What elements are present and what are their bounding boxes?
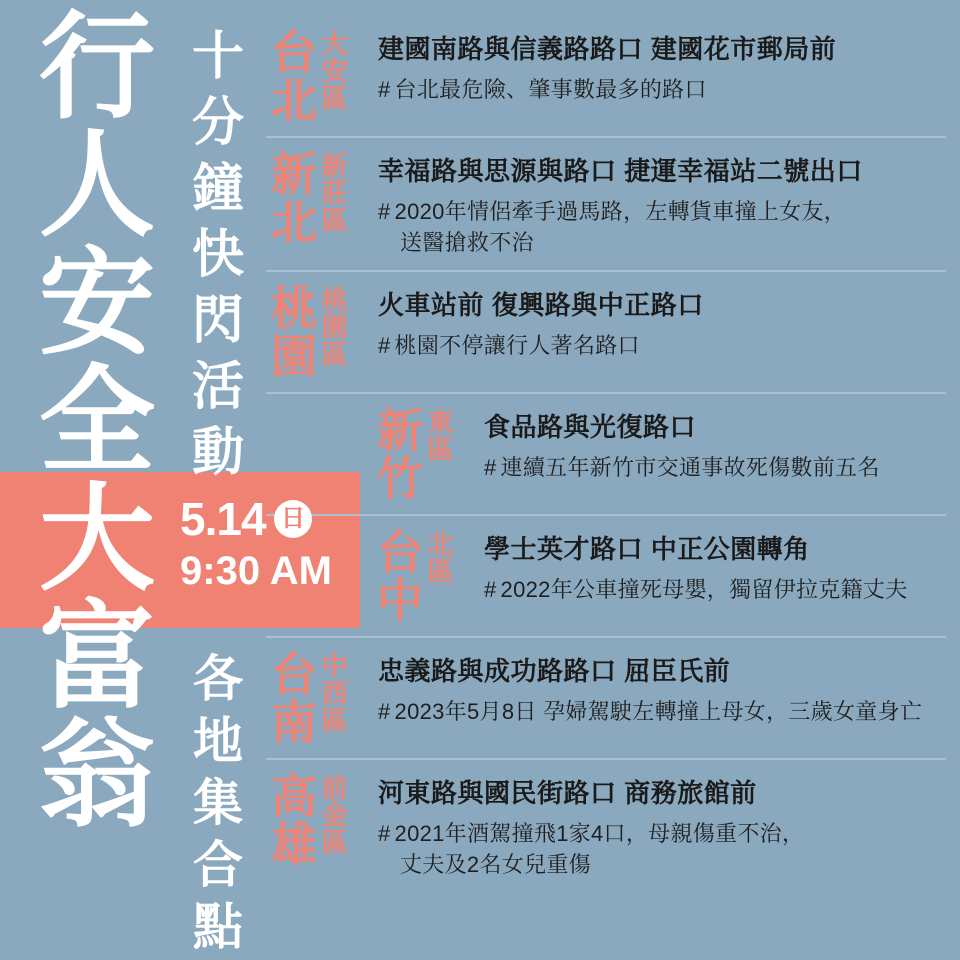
location-note-line: 2022年公車撞死母嬰，獨留伊拉克籍丈夫	[500, 577, 908, 602]
headline-char: 安	[39, 238, 155, 368]
subtitle-char: 十	[191, 28, 244, 86]
list-item	[266, 760, 946, 892]
hash-icon: #	[378, 699, 391, 724]
hash-icon: #	[378, 821, 391, 846]
subtitle-char: 活	[191, 358, 244, 416]
event-time: 9:30 AM	[180, 549, 332, 593]
location-note	[484, 452, 946, 483]
district-name: 中西區	[318, 652, 348, 733]
headline-char: 行	[39, 2, 155, 132]
city-name: 新竹	[371, 406, 423, 502]
headline-char: 大	[39, 474, 155, 604]
location-note-line: 連續五年新竹市交通事故死傷數前五名	[500, 455, 880, 480]
hash-icon: #	[378, 77, 391, 102]
hash-icon: #	[484, 577, 497, 602]
location-note	[378, 696, 946, 727]
location-place: 建國南路與信義路路口 建國花市郵局前	[378, 34, 837, 64]
location-note	[484, 574, 946, 605]
location-note	[378, 196, 946, 258]
location-note	[378, 74, 946, 105]
district-name: 大安區	[318, 30, 348, 111]
city-district-block	[372, 528, 478, 624]
city-name: 台北	[265, 28, 317, 124]
subtitle-char: 鐘	[191, 160, 244, 218]
city-district-block	[266, 772, 372, 868]
subtitle-char: 快	[191, 226, 244, 284]
hash-icon: #	[378, 333, 391, 358]
district-name: 北區	[424, 530, 454, 584]
city-district-block	[372, 406, 478, 502]
weekday-badge: 日	[274, 500, 312, 538]
hash-icon: #	[378, 199, 391, 224]
location-note-line: 送醫搶救不治	[400, 230, 534, 255]
district-name: 前金區	[318, 774, 348, 855]
headline-char: 全	[39, 356, 155, 486]
meeting-label-char: 點	[193, 899, 243, 955]
location-place: 食品路與光復路口	[484, 412, 697, 442]
headline-chars	[39, 2, 155, 840]
city-name: 新北	[265, 150, 317, 246]
meeting-label-char: 合	[193, 837, 243, 893]
location-text-block	[478, 406, 946, 483]
subtitle-vertical	[180, 24, 256, 486]
location-place: 學士英才路口 中正公園轉角	[484, 534, 810, 564]
city-district-block	[266, 284, 372, 380]
city-name: 台南	[265, 650, 317, 746]
list-item	[266, 394, 946, 516]
location-place: 忠義路與成功路路口 屈臣氏前	[378, 656, 731, 686]
list-item	[266, 16, 946, 138]
meeting-label-char: 集	[193, 775, 243, 831]
city-name: 台中	[371, 528, 423, 624]
subtitle-char: 分	[191, 94, 244, 152]
headline-char: 翁	[39, 710, 155, 840]
location-note	[378, 330, 946, 361]
headline-char: 人	[39, 120, 155, 250]
event-date: 5.14	[180, 493, 266, 545]
list-item	[266, 638, 946, 760]
event-datetime	[180, 482, 360, 606]
city-district-block	[266, 150, 372, 246]
subtitle-char: 閃	[191, 292, 244, 350]
subtitle-char: 動	[191, 424, 244, 482]
location-place: 幸福路與思源與路口 捷運幸福站二號出口	[378, 156, 863, 186]
city-district-block	[266, 28, 372, 124]
list-item	[266, 138, 946, 272]
location-note-line: 台北最危險、肇事數最多的路口	[394, 77, 707, 102]
location-note-line: 2020年情侶牽手過馬路，左轉貨車撞上女友，	[394, 199, 847, 224]
location-list	[266, 16, 946, 892]
meeting-label-char: 各	[193, 651, 243, 707]
meeting-points-label	[180, 648, 256, 958]
location-note-line: 2021年酒駕撞飛1家4口，母親傷重不治，	[394, 821, 805, 846]
location-place: 火車站前 復興路與中正路口	[378, 290, 704, 320]
location-text-block	[372, 28, 946, 105]
city-name: 高雄	[265, 772, 317, 868]
poster-title-vertical	[22, 2, 172, 952]
location-place: 河東路與國民街路口 商務旅館前	[378, 778, 757, 808]
hash-icon: #	[484, 455, 497, 480]
list-item	[266, 272, 946, 394]
location-note-line: 丈夫及2名女兒重傷	[400, 852, 591, 877]
event-date-line	[180, 493, 360, 545]
location-text-block	[372, 650, 946, 727]
meeting-label-char: 地	[193, 713, 243, 769]
location-text-block	[372, 284, 946, 361]
headline-char: 富	[39, 592, 155, 722]
location-note	[378, 818, 946, 880]
location-text-block	[372, 150, 946, 258]
list-item	[266, 516, 946, 638]
city-district-block	[266, 650, 372, 746]
district-name: 新莊區	[318, 152, 348, 233]
district-name: 桃園區	[318, 286, 348, 367]
location-note-line: 2023年5月8日 孕婦駕駛左轉撞上母女，三歲女童身亡	[394, 699, 923, 724]
location-note-line: 桃園不停讓行人著名路口	[394, 333, 640, 358]
city-name: 桃園	[265, 284, 317, 380]
location-text-block	[372, 772, 946, 880]
district-name: 東區	[424, 408, 454, 462]
location-text-block	[478, 528, 946, 605]
